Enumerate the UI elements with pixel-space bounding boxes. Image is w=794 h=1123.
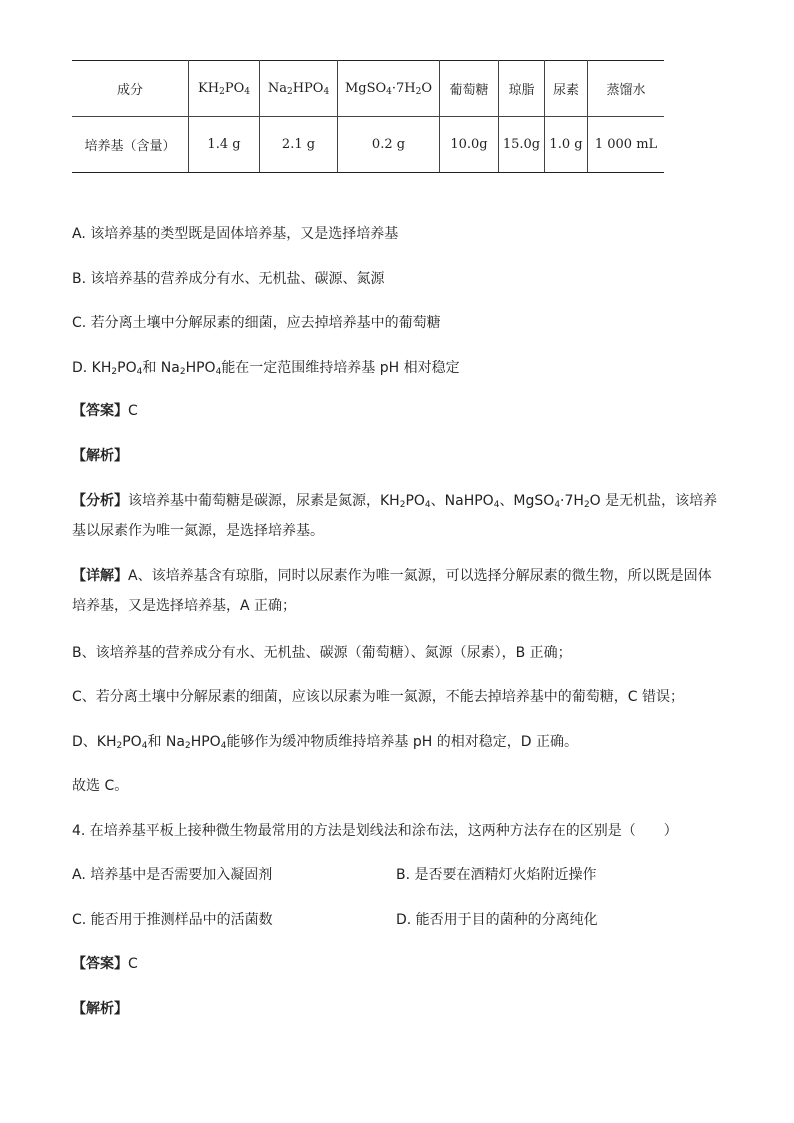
table-row bbox=[72, 117, 664, 173]
q3-fenxi: 【分析】该培养基中葡萄糖是碳源，尿素是氮源，$KH_2PO_4$、NaHPO$_4$、$MgSO_4\cdot 7H_2O$ 是无机盐，该培养基以尿素作为唯一氮源，是选择培养基。 bbox=[72, 493, 718, 539]
table-header-row bbox=[72, 61, 664, 117]
q3-xiangjie-d: D、$KH_2PO_4$和 $Na_2HPO_4$能够作为缓冲物质维持培养基 pH 的相对稳定，D 正确。 bbox=[72, 734, 578, 751]
table-row-label: 培养基（含量） bbox=[72, 117, 189, 173]
table-header-na2hpo4: $Na_2HPO_4$ bbox=[260, 61, 338, 117]
q3-conclusion: 故选 C。 bbox=[72, 778, 129, 794]
q3-analysis-label: 【解析】 bbox=[72, 448, 128, 464]
q3-option-d: D. $KH_2PO_4$和 $Na_2HPO_4$能在一定范围维持培养基 pH 相对稳定 bbox=[72, 360, 460, 377]
q3-option-a: A. 该培养基的类型既是固体培养基，又是选择培养基 bbox=[72, 226, 399, 242]
q4-option-d: D. 能否用于目的菌种的分离纯化 bbox=[396, 912, 598, 928]
q4-option-c: C. 能否用于推测样品中的活菌数 bbox=[72, 912, 273, 928]
table-cell: 2.1 g bbox=[260, 117, 338, 173]
q3-xiangjie-a: 【详解】A、该培养基含有琼脂，同时以尿素作为唯一氮源，可以选择分解尿素的微生物，所以既是固体培养基，又是选择培养基，A 正确； bbox=[72, 568, 712, 614]
q3-xiangjie-b: B、该培养基的营养成分有水、无机盐、碳源（葡萄糖）、氮源（尿素），B 正确； bbox=[72, 645, 572, 661]
q4-answer: 【答案】C bbox=[72, 956, 138, 972]
table-header-agar: 琼脂 bbox=[499, 61, 545, 117]
table-header-kh2po4: $KH_2PO_4$ bbox=[189, 61, 260, 117]
composition-table bbox=[72, 60, 664, 173]
q3-option-c: C. 若分离土壤中分解尿素的细菌，应去掉培养基中的葡萄糖 bbox=[72, 315, 441, 331]
q3-answer: 【答案】C bbox=[72, 403, 138, 419]
table-header-label: 成分 bbox=[72, 61, 189, 117]
q3-option-b: B. 该培养基的营养成分有水、无机盐、碳源、氮源 bbox=[72, 271, 385, 287]
q3-xiangjie-c: C、若分离土壤中分解尿素的细菌，应该以尿素为唯一氮源，不能去掉培养基中的葡萄糖，C 错误； bbox=[72, 689, 684, 705]
q4-analysis-label: 【解析】 bbox=[72, 1001, 128, 1017]
table-cell: 1.0 g bbox=[545, 117, 588, 173]
table-cell: 0.2 g bbox=[338, 117, 440, 173]
table-header-water: 蒸馏水 bbox=[588, 61, 665, 117]
table-header-glucose: 葡萄糖 bbox=[440, 61, 499, 117]
table-header-urea: 尿素 bbox=[545, 61, 588, 117]
table-cell: 1.4 g bbox=[189, 117, 260, 173]
table-header-mgso4: $MgSO_4\cdot 7H_2O$ bbox=[338, 61, 440, 117]
q4-stem: 4. 在培养基平板上接种微生物最常用的方法是划线法和涂布法，这两种方法存在的区别是（ ） bbox=[72, 823, 678, 839]
table-cell: 1 000 mL bbox=[588, 117, 665, 173]
q4-option-a: A. 培养基中是否需要加入凝固剂 bbox=[72, 867, 273, 883]
q4-option-b: B. 是否要在酒精灯火焰附近操作 bbox=[396, 867, 597, 883]
table-cell: 10.0g bbox=[440, 117, 499, 173]
table-cell: 15.0g bbox=[499, 117, 545, 173]
